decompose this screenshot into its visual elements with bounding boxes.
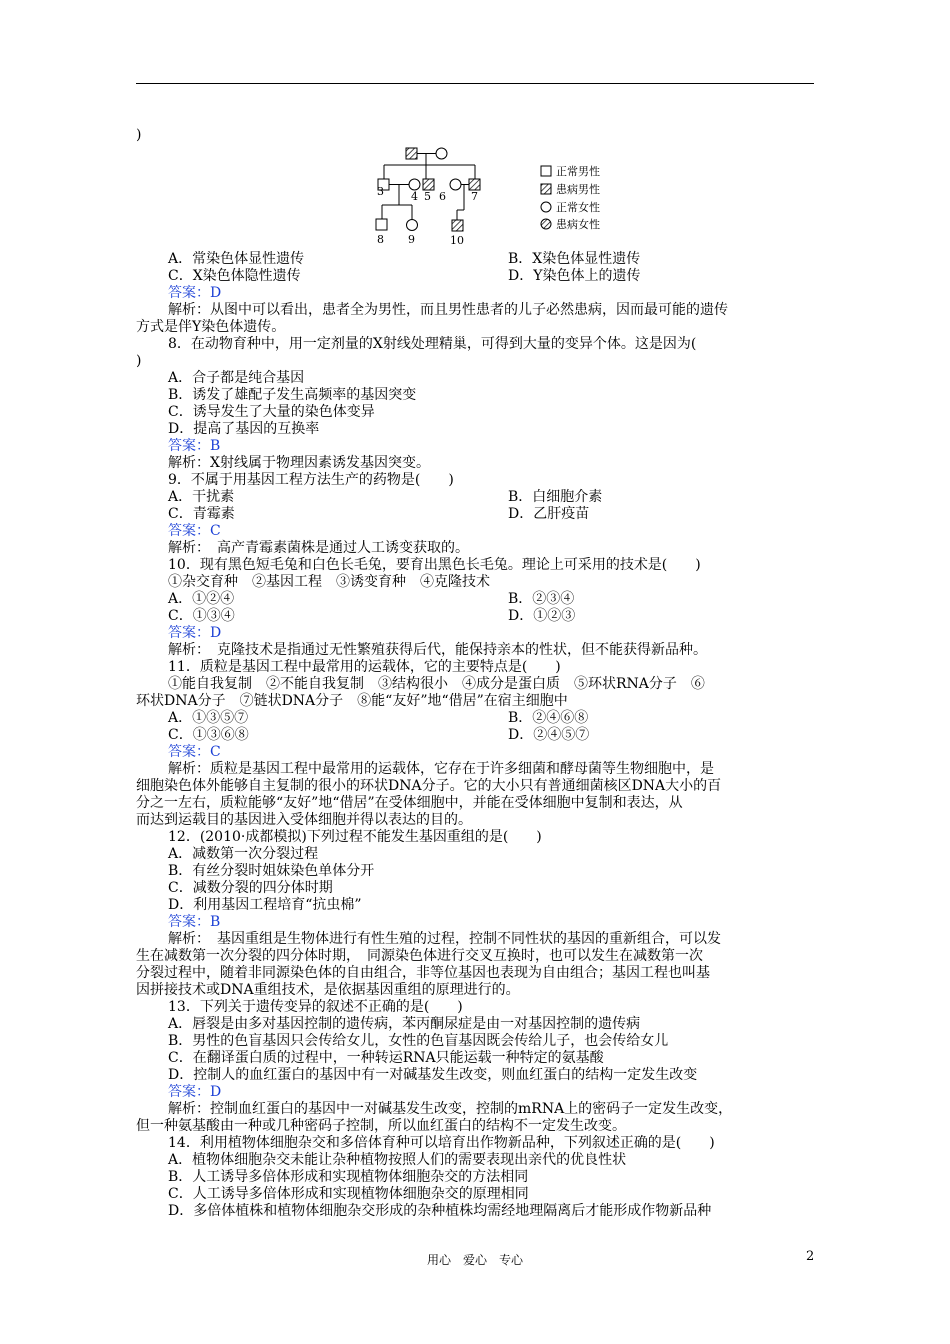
q12-explanation-1: 解析： 基因重组是生物体进行有性生殖的过程，控制不同性状的基因的重新组合，可以发 [168, 931, 721, 947]
q14-stem: 14．利用植物体细胞杂交和多倍体育种可以培育出作物新品种，下列叙述正确的是( ) [168, 1135, 715, 1151]
gen3-9-female-normal [407, 220, 418, 231]
q9-option-b: B．白细胞介素 [508, 489, 603, 505]
q14-option-a: A．植物体细胞杂交未能让杂种植物按照人们的需要表现出亲代的优良性状 [168, 1152, 627, 1168]
q12-option-d: D．利用基因工程培育“抗虫棉” [168, 897, 362, 913]
gen3-8-male-normal [376, 219, 387, 230]
q8-stem-1: 8．在动物育种中，用一定剂量的X射线处理精巢，可得到大量的变异个体。这是因为( [168, 336, 697, 352]
legend-normal-female-icon [541, 202, 551, 212]
footer-motto: 用心 爱心 专心 [426, 1253, 523, 1267]
q8-stem-2: ) [136, 353, 142, 369]
q8-explanation: 解析：X射线属于物理因素诱发基因突变。 [168, 455, 430, 471]
q10-option-d: D．①②③ [508, 608, 576, 624]
legend-normal-male-icon [541, 166, 551, 176]
q9-option-c: C．青霉素 [168, 506, 235, 522]
q13-explanation-2: 但一种氨基酸由一种或几种密码子控制，所以血红蛋白的结构不一定发生改变。 [136, 1118, 626, 1134]
q13-option-c: C．在翻译蛋白质的过程中，一种转运RNA只能运载一种特定的氨基酸 [168, 1050, 604, 1066]
legend-affected-female-icon [541, 219, 551, 229]
pedigree-label: 3 [377, 185, 384, 198]
q13-explanation-1: 解析：控制血红蛋白的基因中一对碱基发生改变，控制的mRNA上的密码子一定发生改变， [168, 1101, 733, 1117]
pedigree-label: 10 [450, 234, 464, 247]
q14-option-b: B．人工诱导多倍体形成和实现植物体细胞杂交的方法相同 [168, 1169, 529, 1185]
q12-option-b: B．有丝分裂时姐妹染色单体分开 [168, 863, 375, 879]
q12-stem: 12．(2010·成都模拟)下列过程不能发生基因重组的是( ) [168, 829, 542, 845]
legend-label: 正常女性 [556, 201, 600, 214]
q7-paren: ) [136, 127, 142, 143]
q12-option-c: C．减数分裂的四分体时期 [168, 880, 333, 896]
q8-option-d: D．提高了基因的互换率 [168, 421, 320, 437]
pedigree-legend [541, 166, 551, 229]
q11-explanation-1: 解析：质粒是基因工程中最常用的运载体，它存在于许多细菌和酵母菌等生物细胞中，是 [168, 761, 714, 777]
q10-explanation: 解析： 克隆技术是指通过无性繁殖获得后代，能保持亲本的性状，但不能获得新品种。 [168, 642, 707, 658]
q10-option-c: C．①③④ [168, 608, 235, 624]
q12-explanation-2: 生在减数第一次分裂的四分体时期， 同源染色体进行交叉互换时，也可以发生在减数第一次 [136, 948, 703, 964]
q7-option-d: D．Y染色体上的遗传 [508, 268, 641, 284]
q10-answer: 答案：D [168, 625, 222, 641]
q8-option-b: B．诱发了雄配子发生高频率的基因突变 [168, 387, 417, 403]
q9-answer: 答案：C [168, 523, 221, 539]
q11-option-b: B．②④⑥⑧ [508, 710, 589, 726]
q13-option-a: A．唇裂是由多对基因控制的遗传病，苯丙酮尿症是由一对基因控制的遗传病 [168, 1016, 641, 1032]
legend-label: 患病女性 [556, 218, 600, 231]
q10-option-a: A．①②④ [168, 591, 235, 607]
pedigree-label: 6 [439, 190, 446, 203]
q13-answer: 答案：D [168, 1084, 222, 1100]
q10-stem: 10．现有黑色短毛兔和白色长毛兔，要育出黑色长毛兔。理论上可采用的技术是( ) [168, 557, 701, 573]
gen2-5-male-affected [423, 179, 434, 190]
q11-explanation-3: 分之一左右，质粒能够“友好”地“借居”在受体细胞中，并能在受体细胞中复制和表达，从 [136, 795, 683, 811]
q11-option-c: C．①③⑥⑧ [168, 727, 249, 743]
q11-option-d: D．②④⑤⑦ [508, 727, 590, 743]
q8-option-c: C．诱导发生了大量的染色体变异 [168, 404, 375, 420]
gen1-male-affected [406, 148, 417, 159]
gen1-female-normal [436, 148, 447, 159]
legend-affected-male-icon [541, 184, 551, 194]
q7-explanation-2: 方式是伴Y染色体遗传。 [136, 319, 286, 335]
q12-explanation-3: 分裂过程中，随着非同源染色体的自由组合，非等位基因也表现为自由组合；基因工程也叫基 [136, 965, 710, 981]
q10-option-b: B．②③④ [508, 591, 575, 607]
header-rule [136, 83, 814, 84]
gen3-10-male-affected [452, 220, 463, 231]
q7-answer: 答案：D [168, 285, 222, 301]
q7-option-b: B．X染色体显性遗传 [508, 251, 641, 267]
pedigree-label: 4 [411, 190, 418, 203]
q7-option-a: A．常染色体显性遗传 [168, 251, 305, 267]
q8-answer: 答案：B [168, 438, 221, 454]
q10-items: ①杂交育种 ②基因工程 ③诱变育种 ④克隆技术 [168, 574, 490, 590]
gen2-4-female-normal [409, 179, 420, 190]
q11-items-2: 环状DNA分子 ⑦链状DNA分子 ⑧能“友好”地“借居”在宿主细胞中 [136, 693, 568, 709]
q8-option-a: A．合子都是纯合基因 [168, 370, 305, 386]
pedigree-label: 8 [377, 233, 384, 246]
q11-items-1: ①能自我复制 ②不能自我复制 ③结构很小 ④成分是蛋白质 ⑤环状RNA分子 ⑥ [168, 676, 705, 692]
q9-option-d: D．乙肝疫苗 [508, 506, 590, 522]
pedigree-label: 5 [424, 190, 431, 203]
q7-explanation-1: 解析：从图中可以看出，患者全为男性，而且男性患者的儿子必然患病，因而最可能的遗传 [168, 302, 728, 318]
q11-explanation-4: 而达到运载目的基因进入受体细胞并得以表达的目的。 [136, 812, 472, 828]
q12-option-a: A．减数第一次分裂过程 [168, 846, 319, 862]
q11-option-a: A．①③⑤⑦ [168, 710, 249, 726]
q14-option-d: D．多倍体植株和植物体细胞杂交形成的杂种植株均需经地理隔离后才能形成作物新品种 [168, 1203, 712, 1219]
q7-option-c: C．X染色体隐性遗传 [168, 268, 301, 284]
q9-option-a: A．干扰素 [168, 489, 235, 505]
q11-answer: 答案：C [168, 744, 221, 760]
pedigree-diagram [360, 140, 620, 250]
q9-stem: 9．不属于用基因工程方法生产的药物是( ) [168, 472, 454, 488]
pedigree-label: 9 [408, 233, 415, 246]
q13-option-d: D．控制人的血红蛋白的基因中有一对碱基发生改变，则血红蛋白的结构一定发生改变 [168, 1067, 698, 1083]
pedigree-label: 7 [471, 190, 478, 203]
gen2-6-female-normal [450, 179, 461, 190]
q13-option-b: B．男性的色盲基因只会传给女儿，女性的色盲基因既会传给儿子，也会传给女儿 [168, 1033, 669, 1049]
gen2-7-male-affected [469, 179, 480, 190]
q11-stem: 11．质粒是基因工程中最常用的运载体，它的主要特点是( ) [168, 659, 561, 675]
legend-label: 正常男性 [556, 165, 600, 178]
q13-stem: 13．下列关于遗传变异的叙述不正确的是( ) [168, 999, 463, 1015]
q9-explanation: 解析： 高产青霉素菌株是通过人工诱变获取的。 [168, 540, 469, 556]
q12-answer: 答案：B [168, 914, 221, 930]
legend-label: 患病男性 [556, 183, 600, 196]
q14-option-c: C．人工诱导多倍体形成和实现植物体细胞杂交的原理相同 [168, 1186, 529, 1202]
q11-explanation-2: 细胞染色体外能够自主复制的很小的环状DNA分子。它的大小只有普通细菌核区DNA大小的百 [136, 778, 722, 794]
page-number: 2 [806, 1249, 815, 1264]
q12-explanation-4: 因拼接技术或DNA重组技术，是依据基因重组的原理进行的。 [136, 982, 520, 998]
